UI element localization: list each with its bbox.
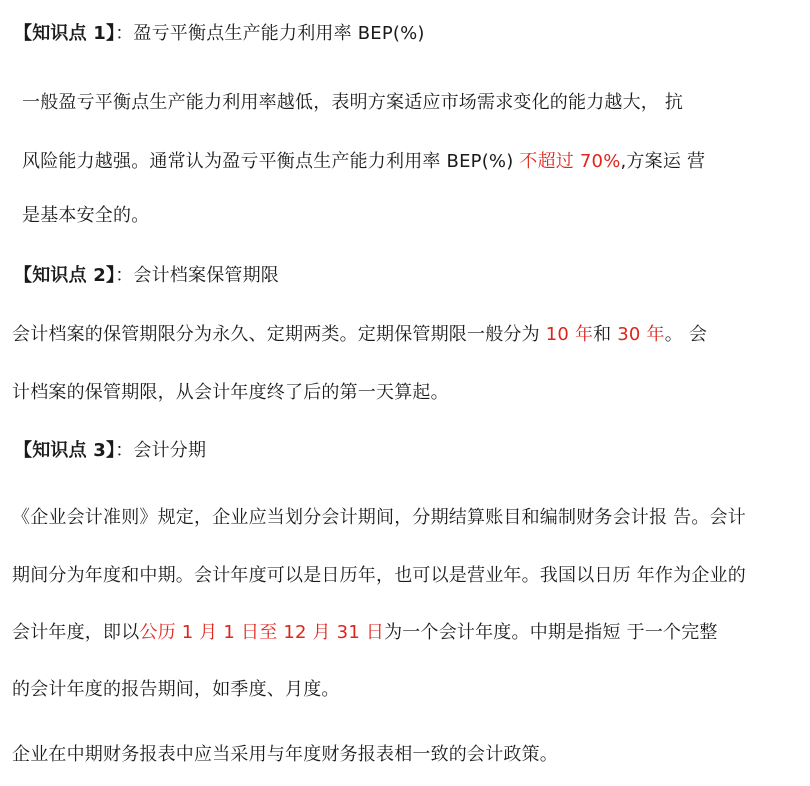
point3-heading	[14, 439, 206, 463]
point1-heading	[14, 22, 425, 46]
point3-highlight-dates: 公历 1 月 1 日至 12 月 31 日	[139, 622, 385, 643]
point2-line1-tail: 。 会	[664, 324, 708, 345]
point1-line2-tail: ,方案运 营	[620, 151, 706, 172]
point1-line2	[22, 150, 705, 174]
point3-line3-tail: 为一个会计年度。中期是指短 于一个完整	[384, 622, 718, 643]
point2-line1	[12, 323, 707, 347]
point2-highlight-30: 30 年	[617, 324, 665, 345]
point2-label: 【知识点 2】	[14, 265, 116, 286]
point3-line3-text: 会计年度，即以	[12, 622, 140, 643]
point2-line1-text: 会计档案的保管期限分为永久、定期两类。定期保管期限一般分为	[12, 324, 546, 345]
point2-title: ：会计档案保管期限	[115, 265, 280, 286]
point1-line2-text: 风险能力越强。通常认为盈亏平衡点生产能力利用率 BEP(%)	[22, 151, 520, 172]
point2-highlight-10: 10 年	[545, 324, 594, 345]
point1-line3: 是基本安全的。	[22, 205, 150, 226]
point1-line1: 一般盈亏平衡点生产能力利用率越低，表明方案适应市场需求变化的能力越大， 抗	[22, 92, 684, 113]
point1-highlight: 不超过 70%	[519, 151, 621, 172]
point3-line2: 期间分为年度和中期。会计年度可以是日历年，也可以是营业年。我国以日历 年作为企业的	[12, 565, 746, 586]
point3-label: 【知识点 3】	[14, 440, 116, 461]
point2-line1-mid: 和	[593, 324, 618, 345]
point1-title: ：盈亏平衡点生产能力利用率 BEP(%)	[115, 23, 425, 44]
point1-label: 【知识点 1】	[14, 23, 116, 44]
point3-line3	[12, 621, 718, 645]
point2-line2: 计档案的保管期限，从会计年度终了后的第一天算起。	[12, 382, 449, 403]
point3-title: ：会计分期	[115, 440, 207, 461]
point3-line5: 企业在中期财务报表中应当采用与年度财务报表相一致的会计政策。	[12, 744, 558, 765]
point2-heading	[14, 264, 279, 288]
point3-line4: 的会计年度的报告期间，如季度、月度。	[12, 679, 340, 700]
point3-line1: 《企业会计准则》规定，企业应当划分会计期间，分期结算账目和编制财务会计报 告。会计	[12, 507, 746, 528]
